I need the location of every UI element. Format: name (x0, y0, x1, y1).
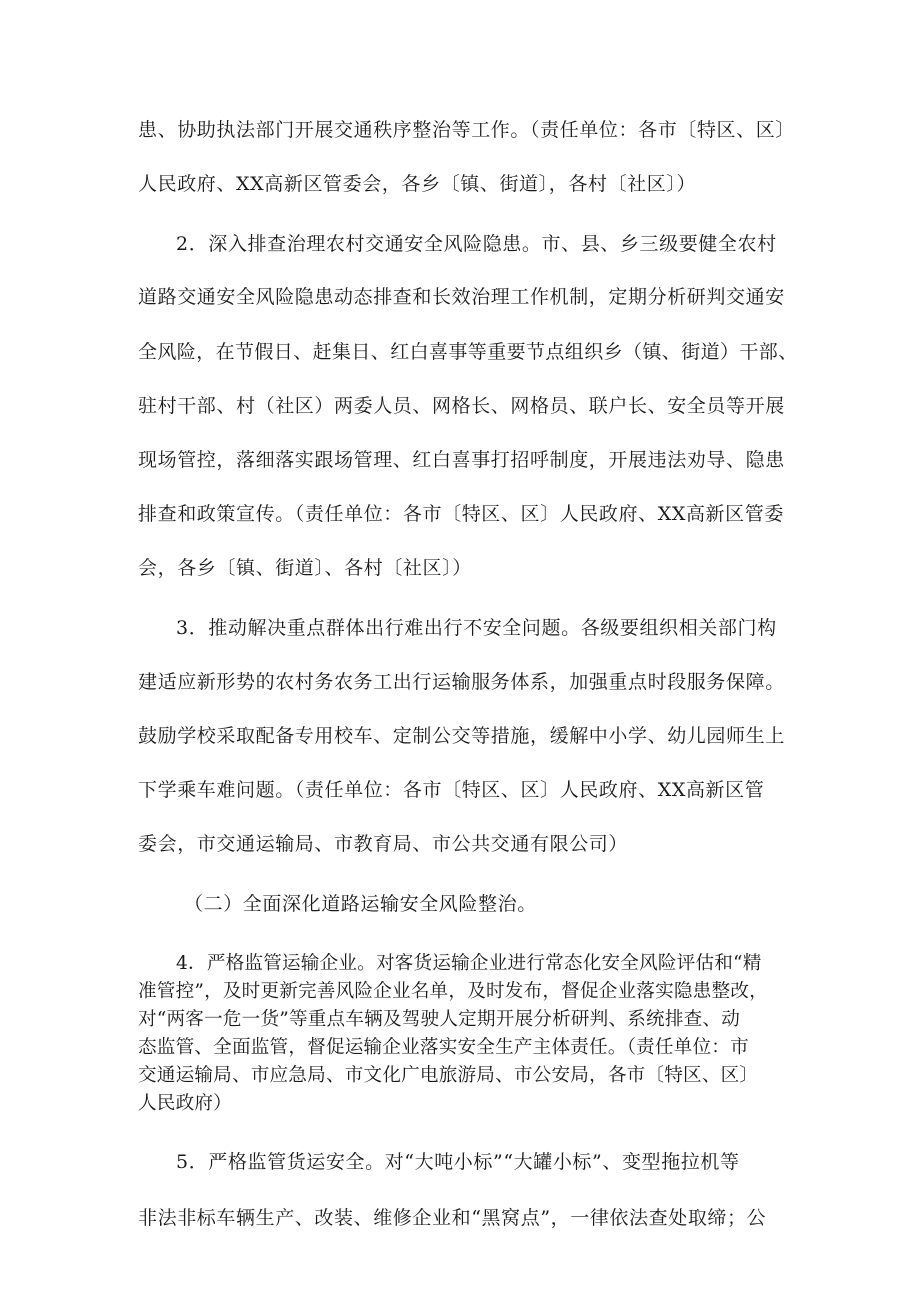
para1-line-1: 患、协助执法部门开展交通秩序整治等工作。（责任单位：各市〔特区、区〕 (138, 119, 795, 141)
para4-line-2: 准管控”，及时更新完善风险企业名单，及时发布，督促企业落实隐患整改， (138, 981, 768, 1002)
para3-line-2: 建适应新形势的农村务农务工出行运输服务体系，加强重点时段服务保障。 (138, 671, 785, 693)
para4-line-4: 态监管、全面监管，督促运输企业落实安全生产主体责任。（责任单位：市 (138, 1037, 749, 1058)
para2-line-4: 驻村干部、村（社区）两委人员、网格长、网格员、联户长、安全员等开展 (138, 395, 785, 417)
para3-line-4: 下学乘车难问题。（责任单位：各市〔特区、区〕人民政府、XX高新区管 (138, 779, 765, 801)
para3-line-1: 3．推动解决重点群体出行难出行不安全问题。各级要组织相关部门构 (176, 617, 777, 639)
para2-line-1: 2．深入排查治理农村交通安全风险隐患。市、县、乡三级要健全农村 (176, 233, 777, 255)
para4-line-1: 4．严格监管运输企业。对客货运输企业进行常态化安全风险评估和“精 (176, 953, 762, 974)
para5-line-1: 5．严格监管货运安全。对“大吨小标”“大罐小标”、变型拖拉机等 (176, 1151, 740, 1173)
para5-line-2: 非法非标车辆生产、改装、维修企业和“黑窝点”，一律依法查处取缔；公 (138, 1207, 767, 1229)
para4-line-3: 对“两客一危一货”等重点车辆及驾驶人定期开展分析研判、系统排查、动 (138, 1009, 741, 1030)
para2-line-6: 排查和政策宣传。（责任单位：各市〔特区、区〕人民政府、XX高新区管委 (138, 503, 784, 525)
para4-line-5: 交通运输局、市应急局、市文化广电旅游局、市公安局，各市〔特区、区〕 (138, 1065, 759, 1086)
para2-line-5: 现场管控，落细落实跟场管理、红白喜事打招呼制度，开展违法劝导、隐患 (138, 449, 785, 471)
para3-line-3: 鼓励学校采取配备专用校车、定制公交等措施，缓解中小学、幼儿园师生上 (138, 725, 785, 747)
para2-line-3: 全风险，在节假日、赶集日、红白喜事等重要节点组织乡（镇、街道）干部、 (138, 341, 798, 363)
section-heading: （二）全面深化道路运输安全风险整治。 (184, 893, 537, 915)
para3-line-5: 委会，市交通运输局、市教育局、市公共交通有限公司） (138, 833, 629, 855)
para2-line-2: 道路交通安全风险隐患动态排查和长效治理工作机制，定期分析研判交通安 (138, 286, 785, 308)
para2-line-7: 会，各乡〔镇、街道〕、各村〔社区〕） (138, 557, 472, 579)
para1-line-2: 人民政府、XX高新区管委会，各乡〔镇、街道〕，各村〔社区〕） (138, 173, 697, 195)
para4-line-6: 人民政府） (138, 1093, 232, 1114)
